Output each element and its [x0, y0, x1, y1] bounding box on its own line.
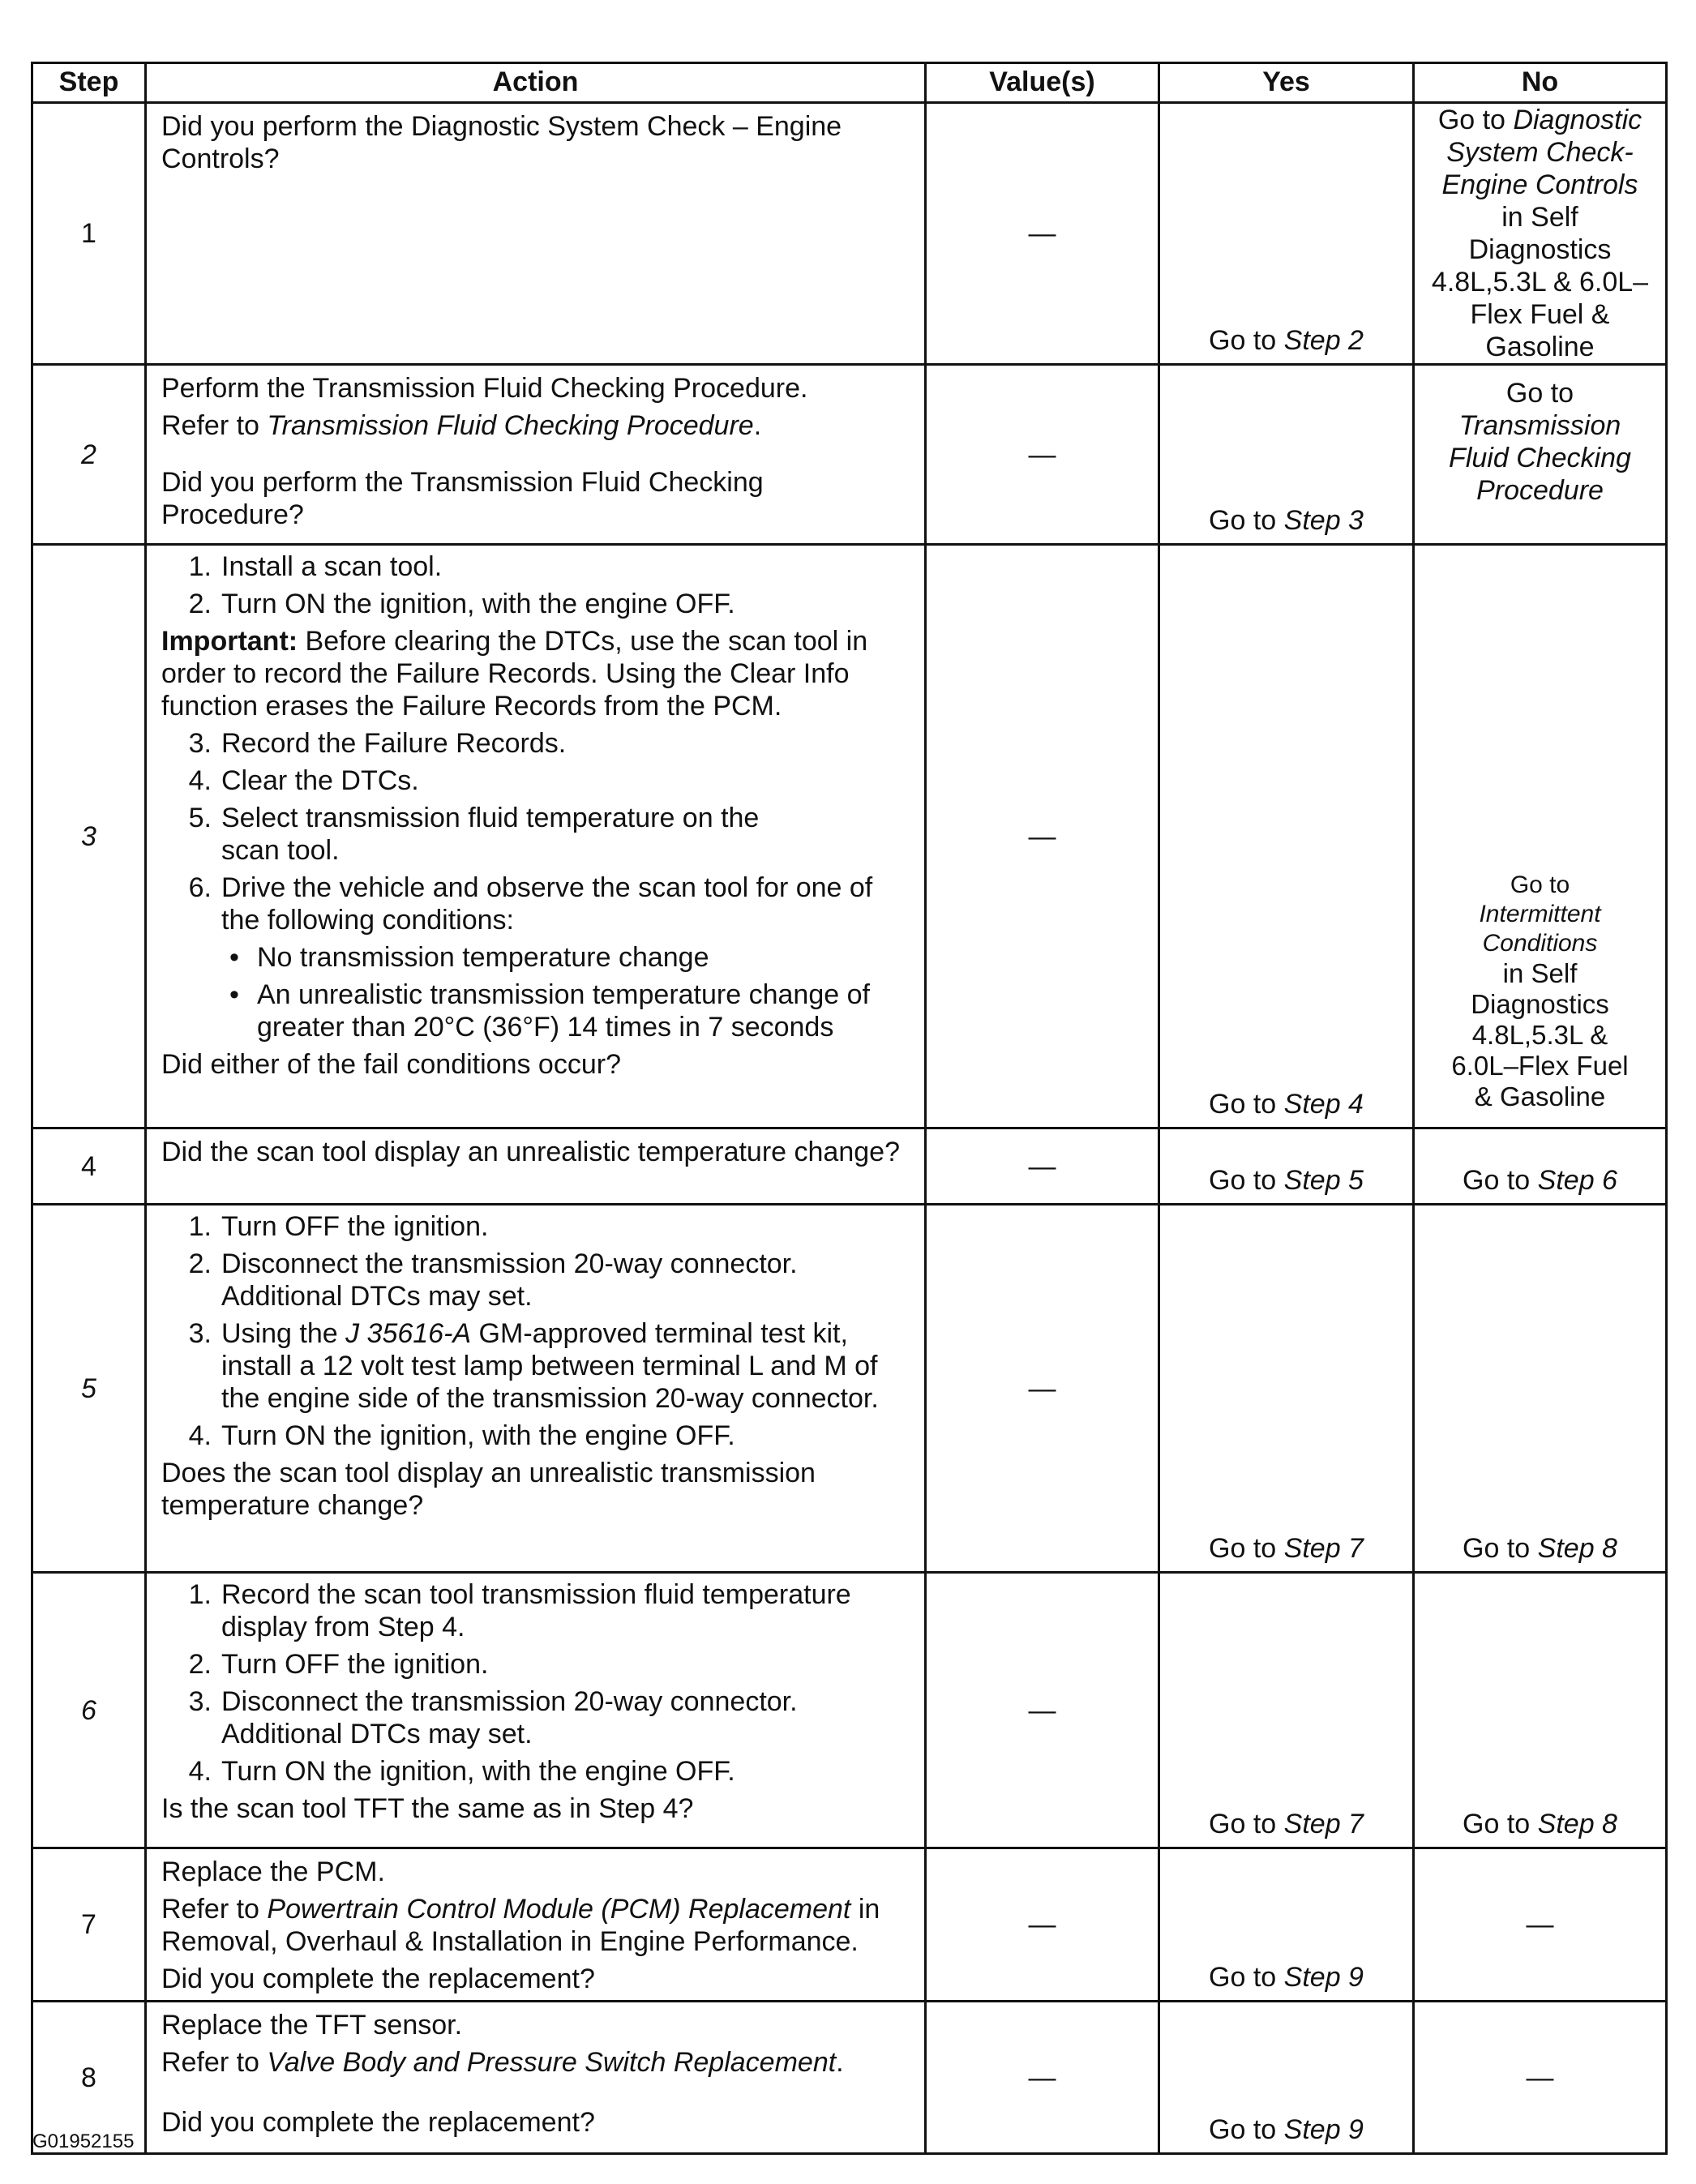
no-cell — [1414, 365, 1667, 545]
action-question: Did you complete the replacement? — [161, 1963, 595, 1994]
value-cell: — — [926, 1205, 1159, 1573]
list-item: 1. Record the scan tool transmission fluid temperature display from Step 4. — [188, 1579, 851, 1642]
reference-link[interactable]: Diagnostic System Check-Engine Controls — [1441, 105, 1642, 200]
reference-location: in Removal, Overhaul & Installation in Engine Performance. — [161, 1894, 880, 1957]
diagnostic-table — [31, 62, 1668, 2155]
action-cell — [146, 103, 926, 365]
refer-label: Refer to — [161, 2047, 259, 2078]
no-cell — [1414, 103, 1667, 365]
goto-label: Go to — [1510, 871, 1570, 898]
header-row — [32, 63, 1667, 103]
step-number: 4 — [32, 1128, 146, 1205]
table-row — [32, 103, 1667, 365]
tool-reference: J 35616-A — [345, 1318, 472, 1349]
reference-location: in Self Diagnostics 4.8L,5.3L & 6.0L–Flex Fuel & Gasoline — [1431, 202, 1649, 362]
action-text: Replace the TFT sensor. — [161, 2010, 463, 2041]
list-item: 3. Using the J 35616-A GM-approved terminal test kit, install a 12 volt test lamp between terminal L and M of the engine side of the transmission 20-way connector. — [188, 1318, 879, 1414]
bullet-item: • An unrealistic transmission temperature change of greater than 20°C (36°F) 14 times in 7 seconds — [229, 979, 870, 1043]
list-item: 4. Clear the DTCs. — [188, 765, 419, 796]
yes-cell — [1159, 545, 1414, 1128]
action-cell — [146, 365, 926, 545]
item-text: GM-approved terminal test kit, install a 12 volt test lamp between terminal L and M of the engine side of the transmission 20-way connector. — [221, 1318, 879, 1414]
value-cell: — — [926, 1848, 1159, 2002]
action-cell — [146, 1573, 926, 1848]
yes-cell — [1159, 1573, 1414, 1848]
goto-label: Go to — [1209, 1089, 1277, 1120]
reference-link[interactable]: Powertrain Control Module (PCM) Replacement — [267, 1894, 851, 1925]
header-no: No — [1414, 63, 1667, 103]
action-reference — [161, 1893, 910, 1958]
action-question: Is the scan tool TFT the same as in Step 4? — [161, 1793, 694, 1824]
figure-id: G01952155 — [32, 2130, 135, 2152]
goto-label: Go to — [1437, 105, 1505, 135]
step-number: 2 — [32, 365, 146, 545]
table-row — [32, 365, 1667, 545]
goto-label: Go to — [1209, 505, 1277, 536]
yes-cell — [1159, 1848, 1414, 2002]
list-item: 4. Turn ON the ignition, with the engine OFF. — [188, 1756, 735, 1787]
list-item: 2. Disconnect the transmission 20-way connector. Additional DTCs may set. — [188, 1248, 798, 1312]
list-item: 3. Disconnect the transmission 20-way connector. Additional DTCs may set. — [188, 1686, 798, 1749]
list-item: 5. Select transmission fluid temperature on the scan tool. — [188, 803, 760, 866]
no-cell: — — [1414, 2002, 1667, 2154]
step-number: 5 — [32, 1205, 146, 1573]
goto-step-link[interactable]: Step 5 — [1283, 1165, 1364, 1196]
bullet-item: • No transmission temperature change — [229, 942, 709, 973]
goto-label: Go to — [1463, 1165, 1531, 1196]
goto-label: Go to — [1463, 1809, 1531, 1839]
action-question: Did you perform the Transmission Fluid Checking Procedure? — [161, 467, 764, 530]
list-item: 1. Install a scan tool. — [188, 551, 443, 582]
table-row — [32, 1128, 1667, 1205]
reference-link[interactable]: Valve Body and Pressure Switch Replacement — [267, 2047, 837, 2078]
reference-link[interactable]: Intermittent Conditions — [1479, 901, 1601, 957]
goto-step-link[interactable]: Step 7 — [1283, 1809, 1364, 1839]
no-cell — [1414, 545, 1667, 1128]
yes-cell — [1159, 2002, 1414, 2154]
goto-step-link[interactable]: Step 2 — [1283, 325, 1364, 356]
no-cell — [1414, 1205, 1667, 1573]
important-label: Important: — [161, 626, 298, 657]
table-row — [32, 1848, 1667, 2002]
goto-label: Go to — [1505, 378, 1574, 409]
reference-link[interactable]: Transmission Fluid Checking Procedure — [1449, 410, 1631, 506]
reference-location: in Self Diagnostics 4.8L,5.3L & 6.0L–Flex Fuel & Gasoline — [1451, 958, 1629, 1111]
header-yes: Yes — [1159, 63, 1414, 103]
table-row — [32, 1573, 1667, 1848]
list-item: 2. Turn ON the ignition, with the engine OFF. — [188, 589, 735, 619]
goto-label: Go to — [1209, 1809, 1277, 1839]
action-cell — [146, 1205, 926, 1573]
goto-step-link[interactable]: Step 3 — [1283, 505, 1364, 536]
refer-label: Refer to — [161, 410, 259, 441]
important-note — [161, 625, 910, 722]
goto-label: Go to — [1209, 1533, 1277, 1564]
action-question: Did either of the fail conditions occur? — [161, 1049, 621, 1080]
goto-label: Go to — [1209, 2114, 1277, 2145]
goto-step-link[interactable]: Step 9 — [1283, 2114, 1364, 2145]
list-item: 1. Turn OFF the ignition. — [188, 1211, 489, 1242]
action-question: Did you perform the Diagnostic System Check – Engine Controls? — [161, 111, 842, 174]
table-row — [32, 545, 1667, 1128]
action-question: Did you complete the replacement? — [161, 2107, 595, 2138]
header-step: Step — [32, 63, 146, 103]
yes-cell — [1159, 103, 1414, 365]
yes-cell — [1159, 365, 1414, 545]
goto-label: Go to — [1209, 1165, 1277, 1196]
table-row — [32, 1205, 1667, 1573]
action-cell — [146, 1128, 926, 1205]
goto-step-link[interactable]: Step 9 — [1283, 1962, 1364, 1993]
goto-step-link[interactable]: Step 8 — [1537, 1533, 1617, 1564]
step-number: 3 — [32, 545, 146, 1128]
goto-step-link[interactable]: Step 7 — [1283, 1533, 1364, 1564]
no-cell: — — [1414, 1848, 1667, 2002]
important-text: Before clearing the DTCs, use the scan tool in order to record the Failure Records. Using the Clear Info function erases the Failure Records from the PCM. — [161, 626, 868, 722]
value-cell: — — [926, 103, 1159, 365]
value-cell: — — [926, 545, 1159, 1128]
list-item: 4. Turn ON the ignition, with the engine OFF. — [188, 1420, 735, 1451]
goto-label: Go to — [1209, 1962, 1277, 1993]
action-cell — [146, 1848, 926, 2002]
step-number: 6 — [32, 1573, 146, 1848]
action-question: Does the scan tool display an unrealistic transmission temperature change? — [161, 1458, 816, 1521]
action-text: Perform the Transmission Fluid Checking Procedure. — [161, 373, 808, 404]
step-number: 8 — [32, 2002, 146, 2154]
no-cell — [1414, 1573, 1667, 1848]
refer-label: Refer to — [161, 1894, 259, 1925]
item-text: Using the — [221, 1318, 338, 1349]
action-reference: Refer to Transmission Fluid Checking Procedure. — [161, 410, 762, 441]
goto-label: Go to — [1463, 1533, 1531, 1564]
header-values: Value(s) — [926, 63, 1159, 103]
step-number: 1 — [32, 103, 146, 365]
yes-cell — [1159, 1205, 1414, 1573]
yes-cell — [1159, 1128, 1414, 1205]
goto-step-link[interactable]: Step 6 — [1537, 1165, 1617, 1196]
table-row — [32, 2002, 1667, 2154]
action-text: Replace the PCM. — [161, 1856, 385, 1887]
value-cell: — — [926, 2002, 1159, 2154]
step-number: 7 — [32, 1848, 146, 2002]
action-question: Did the scan tool display an unrealistic temperature change? — [161, 1137, 900, 1167]
header-action: Action — [146, 63, 926, 103]
action-cell — [146, 2002, 926, 2154]
list-item: 3. Record the Failure Records. — [188, 728, 567, 759]
value-cell: — — [926, 365, 1159, 545]
goto-step-link[interactable]: Step 4 — [1283, 1089, 1364, 1120]
goto-step-link[interactable]: Step 8 — [1537, 1809, 1617, 1839]
no-cell — [1414, 1128, 1667, 1205]
value-cell: — — [926, 1573, 1159, 1848]
goto-label: Go to — [1209, 325, 1277, 356]
reference-link[interactable]: Transmission Fluid Checking Procedure — [267, 410, 754, 441]
action-reference: Refer to Valve Body and Pressure Switch Replacement. — [161, 2047, 844, 2078]
value-cell: — — [926, 1128, 1159, 1205]
list-item: 6. Drive the vehicle and observe the scan tool for one of the following conditions: — [188, 872, 873, 936]
list-item: 2. Turn OFF the ignition. — [188, 1649, 489, 1680]
action-cell — [146, 545, 926, 1128]
